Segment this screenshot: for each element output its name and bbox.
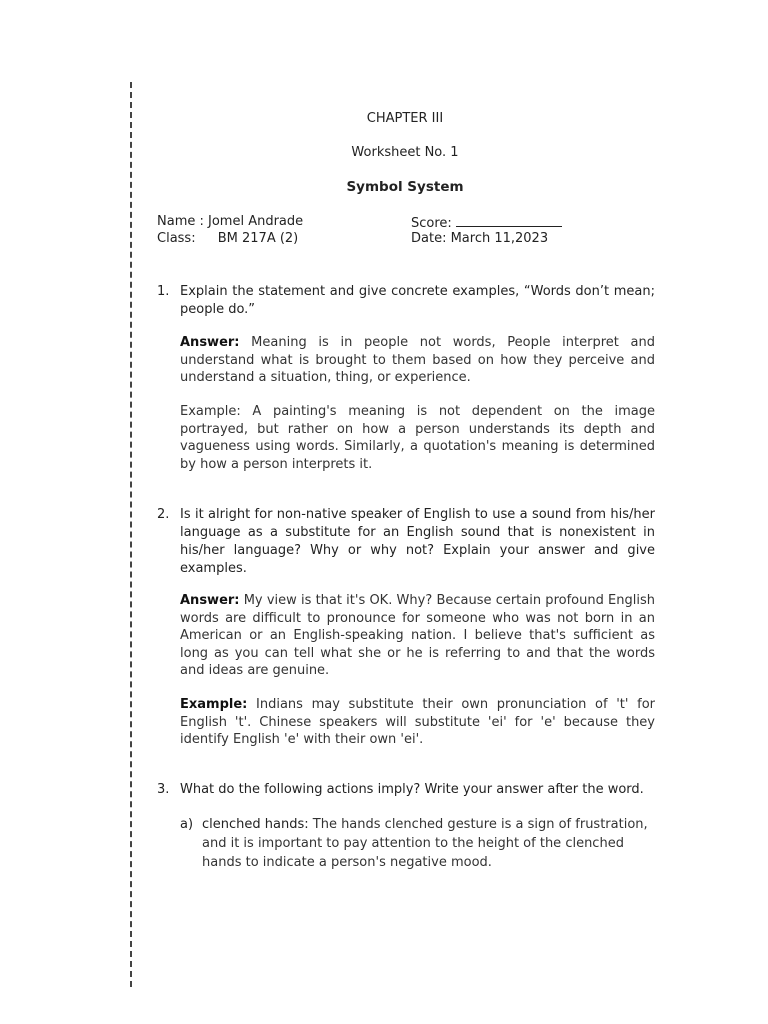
score-label: Score: [411, 216, 452, 231]
sub-item-answer: The hands clenched gesture is a sign of frustration, and it is important to pay attention to the height of the clenched hands to indicate a person's negative mood. [202, 817, 648, 870]
class-line [157, 231, 298, 246]
answer-2 [180, 592, 655, 680]
answer-text: Meaning is in people not words, People interpret and understand what is brought to them based on how they perceive and understand a situation, thing, or experience. [180, 335, 655, 385]
question-3 [157, 781, 655, 799]
example-2 [180, 696, 655, 749]
dashed-margin-line [130, 82, 132, 987]
sub-item-label: a) [180, 817, 194, 832]
score-line [411, 214, 562, 231]
worksheet-heading: Worksheet No. 1 [351, 145, 459, 160]
chapter-heading: CHAPTER III [366, 111, 444, 126]
name-line: Name : Jomel Andrade [157, 214, 304, 229]
question-2 [157, 506, 655, 578]
page-title: Symbol System [346, 179, 464, 195]
answer-label: Answer: [180, 593, 240, 608]
question-number: 3. [157, 782, 170, 797]
class-value: BM 217A (2) [217, 231, 299, 246]
answer-1 [180, 334, 655, 387]
sub-item-term: clenched hands: [202, 817, 309, 832]
sub-item-a [180, 815, 655, 872]
class-label: Class: [157, 231, 196, 246]
question-number: 2. [157, 507, 170, 522]
question-text: What do the following actions imply? Write your answer after the word. [180, 782, 644, 797]
question-text: Explain the statement and give concrete examples, “Words don’t mean; people do.” [180, 284, 655, 317]
example-label: Example: [180, 697, 248, 712]
question-number: 1. [157, 284, 170, 299]
example-1: Example: A painting's meaning is not dependent on the image portrayed, but rather on how a person understands its depth and vagueness using words. Similarly, a quotation's meaning is determined by how a person interprets it. [180, 404, 655, 472]
question-text: Is it alright for non-native speaker of English to use a sound from his/her language as a substitute for an English sound that is nonexistent in his/her language? Why or why not? Explain your answer and give examples. [180, 507, 655, 576]
answer-label: Answer: [180, 335, 240, 350]
question-1 [157, 283, 655, 319]
date-line: Date: March 11,2023 [411, 231, 549, 246]
answer-text: My view is that it's OK. Why? Because certain profound English words are difficult to pronounce for someone who was not born in an American or an English-speaking nation. I believe that's sufficient as long as you can tell what she or he is referring to and that the words and ideas are genuine. [180, 593, 655, 678]
example-text: Indians may substitute their own pronunciation of 't' for English 't'. Chinese speakers will substitute 'ei' for 'e' because they identify English 'e' with their own 'ei'. [180, 697, 655, 747]
sub-item-text [202, 815, 655, 872]
score-blank [456, 214, 562, 227]
